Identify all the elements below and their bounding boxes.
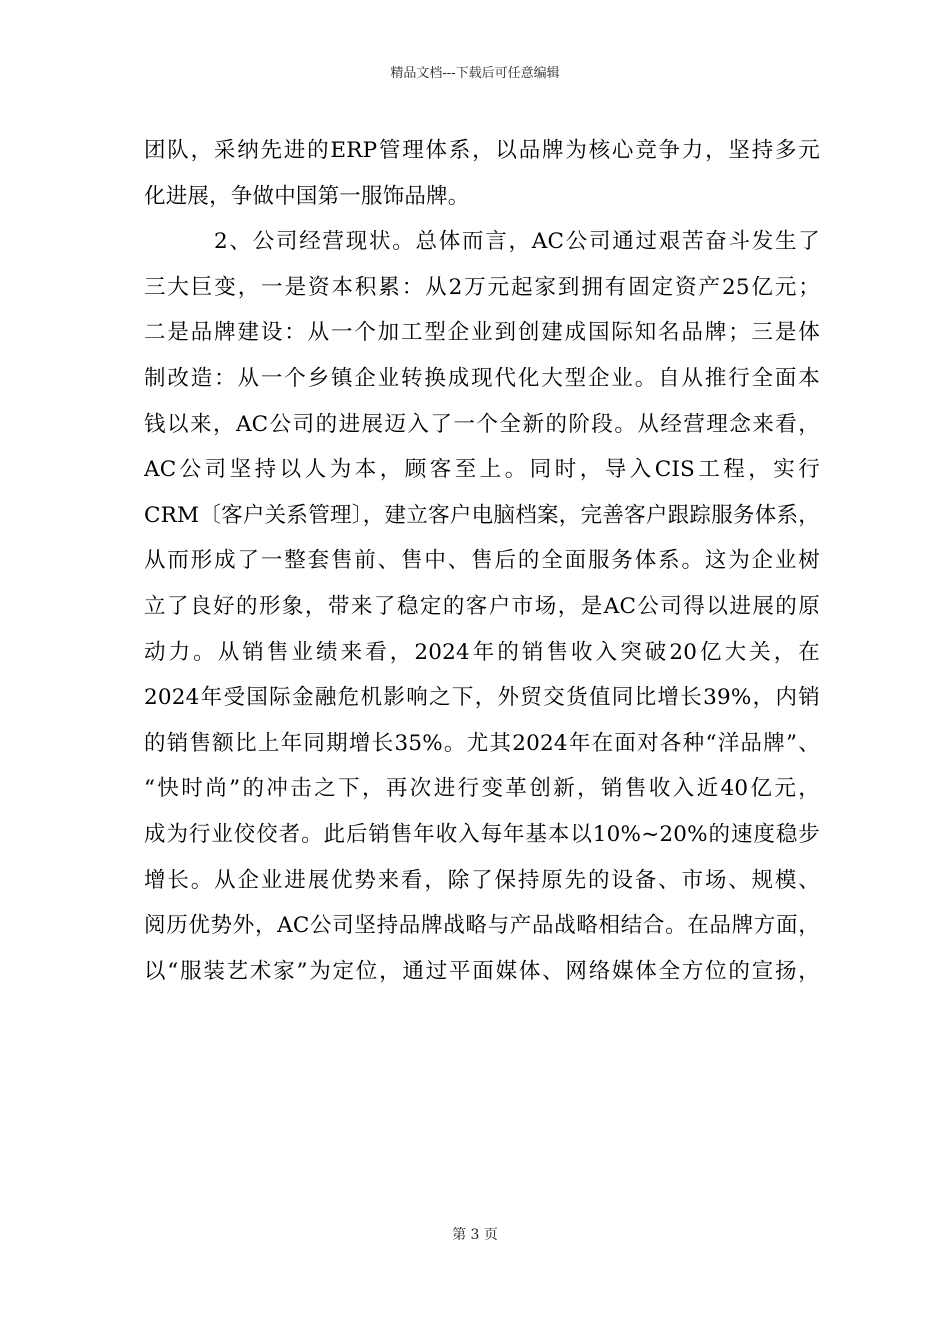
text-line-8: AC公司坚持以人为本，顾客至上。同时，导入CIS工程，实行 — [144, 457, 820, 483]
text-line-19: 以“服装艺术家”为定位，通过平面媒体、网络媒体全方位的宣扬， — [144, 958, 820, 984]
text-line-5: 二是品牌建设：从一个加工型企业到创建成国际知名品牌；三是体 — [144, 320, 820, 346]
text-line-9: CRM〔客户关系管理〕，建立客户电脑档案，完善客户跟踪服务体系， — [144, 502, 820, 528]
text-line-1: 团队，采纳先进的ERP管理体系，以品牌为核心竞争力，坚持多元 — [144, 138, 820, 163]
text-line-4: 三大巨变，一是资本积累：从2万元起家到拥有固定资产25亿元； — [144, 274, 820, 300]
text-line-11: 立了良好的形象，带来了稳定的客户市场，是AC公司得以进展的原 — [144, 593, 820, 619]
text-line-14: 的销售额比上年同期增长35%。尤其2024年在面对各种“洋品牌”、 — [144, 730, 820, 756]
text-line-2: 化进展，争做中国第一服饰品牌。 — [144, 183, 470, 209]
text-line-3: 2、公司经营现状。总体而言，AC公司通过艰苦奋斗发生了 — [214, 229, 820, 255]
page-header: 精品文档---下载后可任意编辑 — [390, 66, 560, 81]
page-number: 第 3 页 — [452, 1227, 498, 1243]
text-line-10: 从而形成了一整套售前、售中、售后的全面服务体系。这为企业树 — [144, 548, 820, 574]
text-line-7: 钱以来，AC公司的进展迈入了一个全新的阶段。从经营理念来看， — [144, 411, 820, 437]
text-line-17: 增长。从企业进展优势来看，除了保持原先的设备、市场、规模、 — [144, 867, 820, 893]
text-line-15: “快时尚”的冲击之下，再次进行变革创新，销售收入近40亿元， — [144, 776, 820, 802]
text-line-16: 成为行业佼佼者。此后销售年收入每年基本以10%~20%的速度稳步 — [144, 821, 820, 847]
text-line-13: 2024年受国际金融危机影响之下，外贸交货值同比增长39%，内销 — [144, 685, 820, 711]
text-line-12: 动力。从销售业绩来看，2024年的销售收入突破20亿大关，在 — [144, 639, 820, 665]
text-line-6: 制改造：从一个乡镇企业转换成现代化大型企业。自从推行全面本 — [144, 365, 820, 391]
body-text — [144, 128, 820, 994]
text-line-18: 阅历优势外，AC公司坚持品牌战略与产品战略相结合。在品牌方面， — [144, 913, 820, 939]
